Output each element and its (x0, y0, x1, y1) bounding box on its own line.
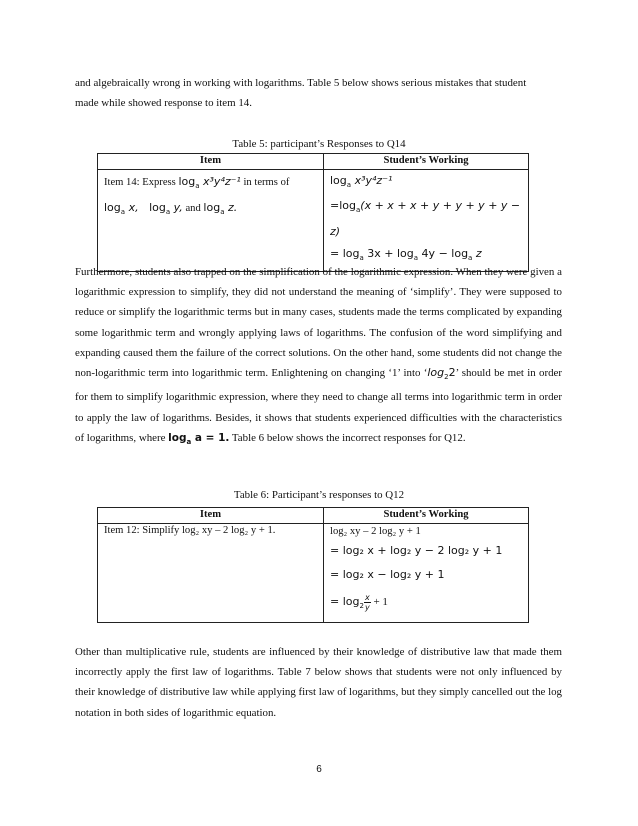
table5-item-cell (98, 170, 324, 272)
table6-header-working: Student’s Working (324, 508, 529, 524)
table6-caption: Table 6: Participant’s responses to Q12 (233, 489, 405, 501)
table5-header-working: Student’s Working (324, 154, 529, 170)
inline-loga-a-expr: $\log_a a = 1$. (168, 431, 230, 446)
table6-work-line4: = $\log_2$ $\frac{x}{y}$ + 1 (330, 592, 388, 612)
intro-line-2: made while showed response to item 14. (75, 97, 252, 110)
fraction-x-over-y: $\frac{x}{y}$ (364, 592, 370, 612)
table5-work-line2: $=\log_a(x + x + x + y + y + y + y - z)$ (330, 199, 521, 239)
table5-header-item: Item (98, 154, 324, 170)
table6-header-row (98, 508, 529, 524)
table6-work-line3: = log₂ x − log₂ y + 1 (330, 568, 445, 581)
page-number: 6 (316, 764, 322, 775)
table5-item-line1: Item 14: Express $\log_a x^3y^4z^{-1}$ in terms of (104, 175, 290, 191)
table5-header-row (98, 154, 529, 170)
table5-working-cell (324, 170, 529, 272)
table6-working-cell (324, 524, 529, 623)
table6-item-cell: Item 12: Simplify log₂ xy – 2 log₂ y + 1. (98, 524, 324, 623)
table6-work-line2: = log₂ x + log₂ y − 2 log₂ y + 1 (330, 544, 503, 557)
table5-work-line3: = $\log_a 3x + \log_a 4y - \log_a z$ (330, 247, 482, 263)
intro-paragraph (75, 73, 562, 113)
inline-log2-expr: $\log_22$ (427, 366, 456, 382)
table5-work-line1: $\log_a x^3y^4z^{-1}$ (330, 174, 393, 190)
body-paragraph-3: Other than multiplicative rule, students are influenced by their knowledge of distributive law that made them incorrectly apply the first law of logarithms. Table 7 below shows that students were not only influenced by their knowledge of distributive law while applying first law of logarithms, but they simply cancelled out the log notation in both sides of logarithmic equation. (75, 646, 562, 719)
table6-row (98, 524, 529, 623)
table6-header-item: Item (98, 508, 324, 524)
table6-work-line1: log₂ xy – 2 log₂ y + 1 (330, 526, 421, 537)
body-paragraph-2: Furthermore, students also trapped on the simplification of the logarithmic expression. When they were given a logarithmic expression to simplify, they did not understand the meaning of ‘simplify’. They were supposed to reduce or simplify the logarithmic terms but in many cases, students made the terms complicated by expanding some logarithmic term and wrongly applying laws of logarithms. The confusion of the word simplifying and expanding caused them the failure of the correct solutions. On the other hand, some students did not change the non-logarithmic term into logarithmic term. Enlightening on changing ‘1’ into ‘$\log_22$’ should be met in order for them to simplify logarithmic expression, where they need to change all terms into logarithmic term in order to apply the law of logarithms. Besides, it shows that students experienced difficulties with the characteristics of logarithms, where $\log_a a = 1$. Table 6 below shows the incorrect responses for Q12. (75, 266, 562, 446)
table5-item-line2: $\log_a x$, $\log_a y$, and $\log_a z$. (104, 201, 238, 217)
table5-caption: Table 5: participant’s Responses to Q14 (232, 138, 406, 150)
table5 (97, 153, 529, 272)
table6 (97, 507, 529, 623)
intro-line-1: and algebraically wrong in working with logarithms. Table 5 below shows serious mistakes that student (75, 77, 527, 89)
table5-row (98, 170, 529, 272)
